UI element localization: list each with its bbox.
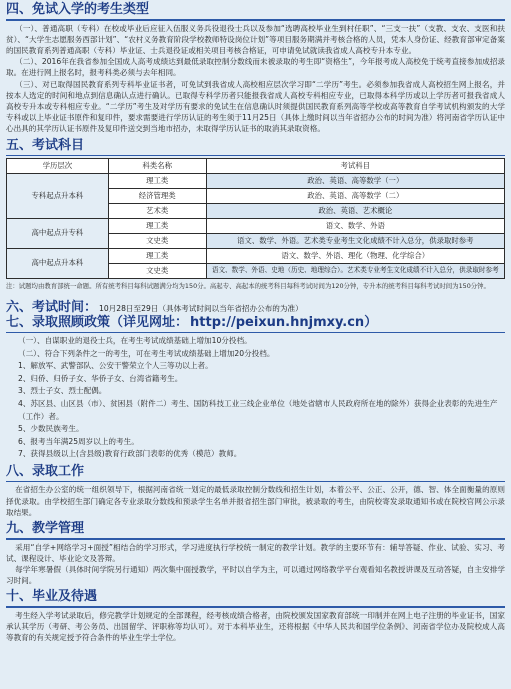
- subjects-cell: 语文、数学、外语、史地（历史、地理综合）。艺术类专业考生文化成绩不计入总分，供录取时参考: [206, 264, 504, 279]
- header-category: 科类名称: [108, 159, 206, 174]
- section-10-paragraph-1: 考生经入学考试录取后，修完教学计划规定的全部课程，经考核成绩合格者，由院校颁发国家教育部统一印制并在网上电子注册的毕业证书，国家承认其学历（考研、考公务员、出国留学、评职称等均认可）。对于本科毕业生，还将根据《中华人民共和国学位条例》、河南省学位办及院校成人高等教育的有关规定授予符合条件的毕业生学士学位。: [6, 610, 505, 643]
- list-item: 2、归侨、归侨子女、华侨子女、台湾省籍考生。: [18, 373, 183, 383]
- list-item: 5、少数民族考生。: [18, 424, 84, 434]
- section-8-heading: [6, 464, 505, 483]
- section-9-paragraph-2: 每学年寒暑假（具体时间学院另行通知）两次集中面授教学，平时以自学为主，可以通过网络教学平台观看知名教授讲课及互动答疑，自主安排学习时间。: [6, 564, 505, 586]
- section-9-paragraph-1: 采用“自学+网络学习+面授”相结合的学习形式，学习进度执行学校统一制定的教学计划。教学的主要环节有：辅导答疑、作业、试验、实习、考试、课程设计、毕业论文及答辩。: [6, 542, 505, 563]
- section-8-rule: [6, 481, 505, 483]
- section-5-title: 五、考试科目: [6, 137, 85, 153]
- category-cell: 文史类: [108, 264, 206, 279]
- subjects-cell: 政治、英语、高等数学（二）: [206, 189, 504, 204]
- section-5-rule: [6, 155, 505, 157]
- list-item: 3、烈士子女、烈士配偶。: [18, 386, 107, 396]
- section-7-title-close: ）: [364, 314, 378, 330]
- list-item: 6、报考当年满25周岁以上的考生。: [18, 436, 139, 446]
- list-item: （一）、自谋职业的退役士兵，在考生考试成绩基础上增加10分投档。: [18, 336, 252, 346]
- section-7-heading: [6, 315, 505, 334]
- section-9-rule: [6, 538, 505, 540]
- section-4-title: 四、免试入学的考生类型: [6, 2, 150, 17]
- category-cell: 理工类: [108, 249, 206, 264]
- section-9-title: 九、教学管理: [6, 521, 85, 537]
- policy-list: [6, 335, 505, 461]
- header-level: 学历层次: [7, 159, 109, 174]
- section-4-paragraph-1: （一）、普通高职（专科）在校或毕业后应征入伍服义务兵役退役士兵以及参加“选聘高校毕业生到村任职”、“三支一扶”（支教、支农、支医和扶贫）、“大学生志愿服务西部计划”、“农村义务教育阶段学校教师特设岗位计划”等项目服务期满并考核合格的人员，凭本人身份证、经教育部审定备案的国民教育系列普通高职（专科）毕业证、士兵退役证或相关项目考核合格证，可申请免试就读我省成人高校专升本专业。: [6, 23, 505, 55]
- section-10-title: 十、毕业及待遇: [6, 589, 98, 605]
- section-7-rule: [6, 332, 505, 334]
- section-8-paragraph-1: 在省招生办公室的统一组织领导下，根据河南省统一划定的最低录取控制分数线和招生计划，本着公平、公正、公开，德、智、体全面衡量的原则择优录取。由学校招生部门确定各专业录取分数线和预录学生名单并报省招生部门审批，被录取的考生，由院校寄发录取通知书或在院校官网公示录取结果。: [6, 485, 505, 517]
- section-5-heading: [6, 138, 505, 157]
- section-8-title: 八、录取工作: [6, 463, 85, 479]
- subjects-cell: 语文、数学、外语。艺术类专业考生文化成绩不计入总分，供录取时参考: [206, 234, 504, 249]
- category-cell: 艺术类: [108, 204, 206, 219]
- category-cell: 理工类: [108, 219, 206, 234]
- subjects-cell: 语文、数学、外语: [206, 219, 504, 234]
- header-subjects: 考试科目: [206, 159, 504, 174]
- table-row: [7, 249, 505, 264]
- level-cell: 高中起点升专科: [7, 219, 109, 249]
- list-item: 1、解放军、武警部队、公安干警荣立个人三等功以上者。: [18, 361, 213, 371]
- category-cell: 经济管理类: [108, 189, 206, 204]
- category-cell: 理工类: [108, 174, 206, 189]
- level-cell: 高中起点升本科: [7, 249, 109, 279]
- section-4-heading: [6, 2, 505, 21]
- section-6-heading: [6, 296, 505, 315]
- list-item: 7、获得县级以上(含县级)教育行政部门表彰的优秀（模范）教师。: [18, 449, 242, 459]
- section-9-heading: [6, 521, 505, 540]
- exam-subjects-table: [6, 158, 505, 279]
- category-cell: 文史类: [108, 234, 206, 249]
- section-10-rule: [6, 606, 505, 608]
- exam-time-value: 10月28日至29日（具体考试时间以当年省招办公布的为准）: [99, 303, 303, 313]
- list-item: 4、苏区县、山区县（市）、贫困县（附件二）考生、国防科技工业三线企业单位（地处省辖市人民政府所在地的除外）获得企业表彰的先进生产（工作）者。: [18, 399, 498, 421]
- section-7-title: 七、录取照顾政策（详见网址：: [6, 314, 189, 330]
- list-item: （二）、符合下列条件之一的考生，可在考生考试成绩基础上增加20分投档。: [18, 348, 275, 358]
- policy-url-link[interactable]: http://peixun.hnjmxy.cn: [190, 314, 365, 330]
- subjects-cell: 语文、数学、外语、理化（物理、化学综合）: [206, 249, 504, 264]
- section-6-title: 六、考试时间：: [6, 299, 98, 315]
- level-cell: 专科起点升本科: [7, 174, 109, 219]
- table-note: 注：试题均由教育部统一命题。所有统考科目每科试题满分均为150分。高起专、高起本的统考科目每科考试时间为120分钟，专升本的统考科目每科考试时间为150分钟。: [6, 282, 490, 291]
- section-4-rule: [6, 19, 505, 21]
- table-row: [7, 174, 505, 189]
- section-4-paragraph-3: （三）、对已取得国民教育系列专科毕业证书者，可免试到我省成人高校相应层次学习即“二学历”考生。必须参加我省成人高校招生网上报名，并按本人选定的时间和地点到信息确认点进行确认。已取得专科学历者只能报我省成人高校专科相应专业，已取得本科学历或以上学历者可报我省成人高校专升本或专科相应专业。“二学历”考生及对学历有要求的免试生在信息确认时须提供国民教育系列高等学校或高等教育自学考试机构颁发的大学专科或以上毕业证书原件和复印件，要求需要进行学历认证的考生须于11月25日（具体上缴时间以当年省招办公布的时间为准）将河南省学历认证中心出具的其学历认证书原件及复印件送交到当地市招办，未取得学历认证书的取消其录取资格。: [6, 79, 505, 134]
- subjects-cell: 政治、英语、高等数学（一）: [206, 174, 504, 189]
- section-10-heading: [6, 589, 505, 608]
- subjects-cell: 政治、英语、艺术概论: [206, 204, 504, 219]
- table-row: [7, 219, 505, 234]
- table-header-row: [7, 159, 505, 174]
- section-4-paragraph-2: （二）、2016年在我省参加全国成人高考成绩达到最低录取控制分数线而未被录取的考生即“资格生”，今年报考成人高校免于统考直接参加成招录取。在进行网上报名时，报考科类必须与去年相同。: [6, 57, 505, 78]
